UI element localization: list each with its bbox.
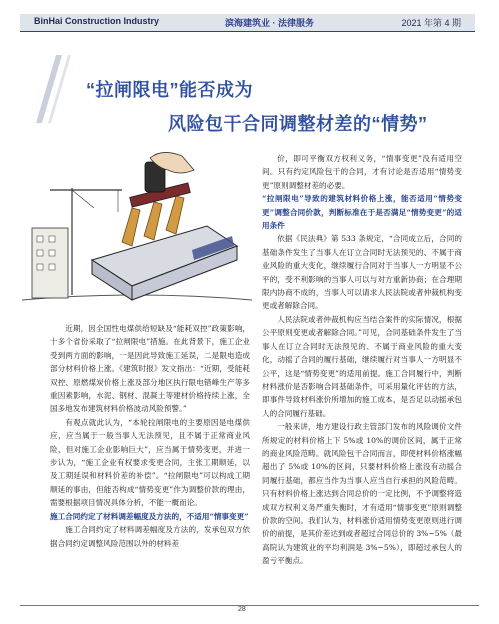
decorative-stripes [34,55,74,125]
section-name: 滨海建筑业 · 法律服务 [225,18,314,28]
page-number: 28 [238,606,246,613]
paragraph: 价，即可平衡双方权利义务，“情事变更”没有适用空间。只有约定风险包干的合同，才有讨论是否适用“情势变更”原则调整材差的必要。 [262,154,462,190]
journal-header [20,14,475,32]
right-column [262,152,462,568]
paragraph: 施工合同约定了材料调差幅度及方法的，发承包双方依据合同约定调整风险范围以外的材料差 [50,525,250,548]
subheading: “拉闸限电”导致的建筑材料价格上涨，能否适用“情势变更”调整合同价款，判断标准在于是否满足“情势变更”的适用条件 [262,194,462,231]
article-title-line-1: “拉闸限电”能否成为 [86,80,253,100]
footer-rule [20,605,479,606]
left-column [50,322,250,550]
power-switch-illustration [22,150,252,312]
journal-name-en: BinHai Construction Industry [34,16,160,26]
paragraph: 依据《民法典》第 533 条规定，“合同成立后，合同的基础条件发生了当事人在订立合同时无法预见的、不属于商业风险的重大变化，继续履行合同对于当事人一方明显不公平的，受不利影响的当事人可以与对方重新协商；在合理期限内协商不成的，当事人可以请求人民法院或者仲裁机构变更或者解除合同。 [262,234,462,311]
paragraph: 一般来讲，地方建设行政主管部门发布的风险调价文件所规定的材料价格上下 5%或 10%的调价区间，属于正常的商业风险范畴。就风险包干合同而言，即使材料价格涨幅超出了 5%或 10%的区间，只要材料价格上涨没有动摇合同履行基础，都应当作为当事人应当自行承担的风险范畴。只有材料价格上涨达到合同总价的一定比例，不予调整将造成双方权利义务严重失衡时，才有适用“情事变更”原则调整价款的空间。我们认为，材料涨价适用情势变更原则进行调价的前提，是其价差达到或者超过合同总价的 3%~5%（最高院认为建筑业的平均利润是 3%~5%），即超过承包人的盈亏平衡点。 [262,422,462,566]
paragraph: 人民法院或者仲裁机构应当结合案件的实际情况，根据公平原则变更或者解除合同。”可见，合同基础条件发生了当事人在订立合同时无法预见的、不属于商业风险的重大变化，动摇了合同的履行基础，继续履行对当事人一方明显不公平，这是“情势变更”的适用前提。施工合同履行中，判断材料涨价是否影响合同基础条件，可采用量化评估的方法，即事件导致材料涨价所增加的施工成本，是否足以动摇承包人的合同履行基础。 [262,314,462,418]
subheading: 施工合同约定了材料调差幅度及方法的，不适用“情事变更” [50,511,249,521]
article-title-line-2: 风险包干合同调整材差的“情势” [168,114,428,134]
issue-number: 2021 年第 4 期 [401,18,461,28]
paragraph: 有观点就此认为，“本轮拉闸限电的主要原因是电煤供应，应当属于一般当事人无法预见，且不属于正常商业风险，但对施工企业影响巨大”，应当属于情势变更，并进一步认为，“施工企业有权要求变更合同，主张工期顺延，以及工期延误和材料价差的补偿”。“拉闸限电”可以构成工期顺延的事由，但能否构成“情势变更”作为调整价款的理由，需要根据项目情况具体分析，不能一概而论。 [50,417,250,508]
paragraph: 近期，因全国性电煤供给短缺及“能耗双控”政策影响，十多个省份采取了“拉闸限电”措施。在此背景下，施工企业受到两方面的影响，一是因此导致施工延误，二是限电造成部分材料价格上涨。《建筑时报》发文指出：“近期，受能耗双控、原燃煤炭价格上涨及部分地区执行限电错峰生产等多重因素影响，水泥、钢材、混凝土等建材价格持续上涨，全国多地发布建筑材料价格波动风险预警。” [50,324,250,414]
